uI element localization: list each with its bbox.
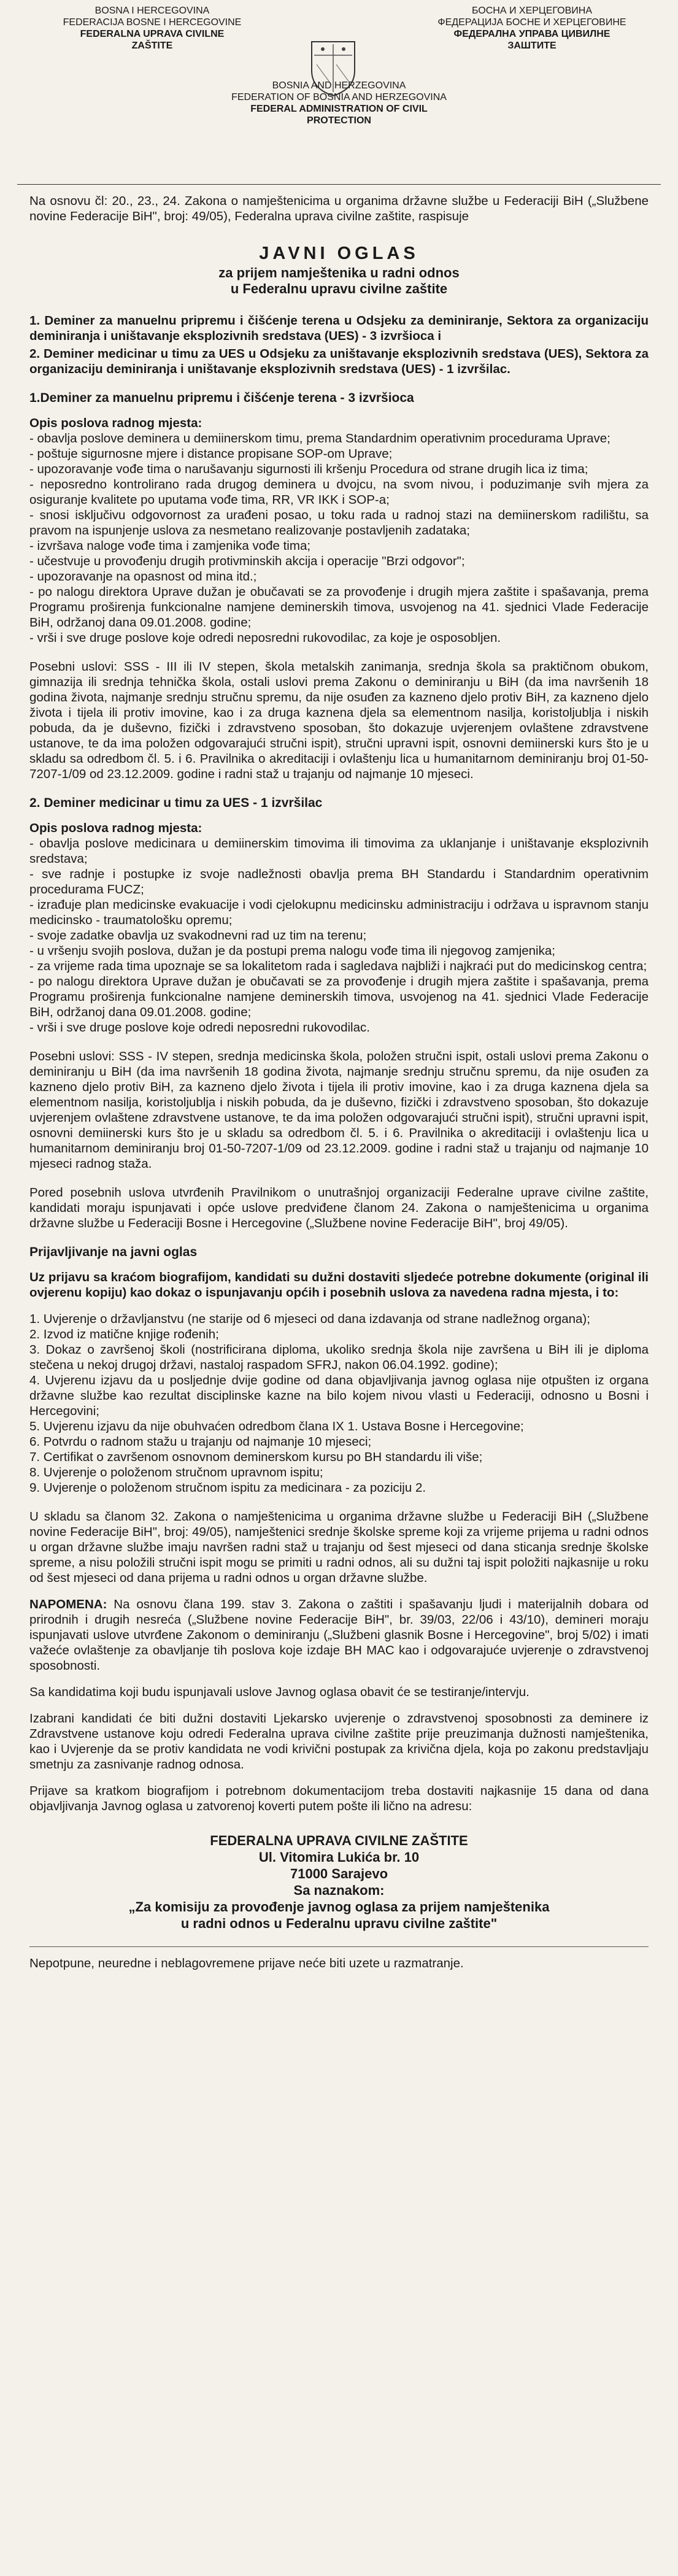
duty-item: - po nalogu direktora Uprave dužan je obučavati se za provođenje i drugih mjera zaštite i spašavanja, prema Programu proširenja funkcionalne namjene deminerskih timova, usvojenog na 41. sjednici Vlade Federacije BiH, održanoj dana 09.01.2008. godine;: [29, 585, 649, 630]
note-paragraph: [29, 1597, 649, 1673]
header-line: BOSNIA AND HERZEGOVINA: [272, 80, 406, 91]
duty-item: - vrši i sve druge poslove koje odredi neposredni rukovodilac.: [29, 1020, 370, 1035]
footer-note: Nepotpune, neuredne i neblagovremene prijave neće biti uzete u razmatranje.: [29, 1946, 649, 1971]
document-item: 8. Uvjerenje o položenom stručnom upravnom ispitu;: [29, 1465, 323, 1479]
header-line: ФЕДЕРАЛНА УПРАВА ЦИВИЛНЕ: [453, 29, 611, 39]
duty-item: - snosi isključivu odgovornost za urađeni posao, u toku rada u radnoj stazi na demiinerskom radilištu, sa pravom na ispunjenje uslova za nesmetano realizovanje postavljenih zadataka;: [29, 508, 649, 538]
subtitle-line: u Federalnu upravu civilne zaštite: [230, 281, 448, 296]
position-item: 1. Deminer za manuelnu pripremu i čišćenje terena u Odsjeku za deminiranje, Sektora za organizaciju deminiranja i uništavanje eksplozivnih sredstava (UES) - 3 izvršioca i: [29, 314, 649, 343]
submission-address: [29, 1832, 649, 1932]
document-item: 4. Uvjerenu izjavu da u posljednje dvije godine od dana objavljivanja javnog oglasa nije otpušten iz organa državne službe kao rezultat disciplinske kazne na bilo kojem nivou vlasti u Federaciji, odnosno u Bosni i Hercegovini;: [29, 1373, 649, 1418]
announcement-subtitle: [29, 265, 649, 297]
document-item: 2. Izvod iz matične knjige rođenih;: [29, 1327, 219, 1341]
general-conditions: Pored posebnih uslova utvrđenih Pravilnikom o unutrašnjoj organizaciji Federalne uprave civilne zaštite, kandidati moraju ispunjavati i opće uslove predviđene članom 24. Zakona o namještenicima u organima državne službe u Federaciji Bosne i Hercegovine („Službene novine Federacije BiH", broj 49/05).: [29, 1186, 649, 1230]
duty-item: - neposredno kontrolirano rada drugog deminera u dvojcu, na svom nivou, i poduzimanje svih mjera za osiguranje kvalitete po uputama vođe tima, RR, VR IKK i SOP-a;: [29, 477, 649, 507]
letterhead: [17, 0, 661, 185]
duty-item: - svoje zadatke obavlja uz svakodnevni rad uz tim na terenu;: [29, 928, 367, 943]
document-item: 3. Dokaz o završenoj školi (nostrificirana diploma, ukoliko srednja škola nije završena u BiH ili je diploma stečena u nekoj drugoj državi, nastaloj raspadom SFRJ, nakon 06.04.1992. godine);: [29, 1343, 649, 1372]
letterhead-english: [17, 80, 661, 126]
document-item: 5. Uvjerenu izjavu da nije obuhvaćen odredbom člana IX 1. Ustava Bosne i Hercegovine;: [29, 1419, 524, 1433]
duty-item: - upozoravanje na opasnost od mina itd.;: [29, 569, 257, 584]
document-item: 7. Certifikat o završenom osnovnom deminerskom kursu po BH standardu ili više;: [29, 1450, 483, 1464]
address-line: Ul. Vitomira Lukića br. 10: [258, 1849, 420, 1865]
header-line: ZAŠTITE: [131, 40, 173, 51]
header-line: ФЕДЕРАЦИЈА БОСНЕ И ХЕРЦЕГОВИНЕ: [437, 17, 626, 28]
announcement-body: [17, 193, 661, 1971]
address-line: Sa naznakom:: [293, 1883, 385, 1898]
duty-item: - obavlja poslove medicinara u demiinerskim timovima ili timovima za uklanjanje i uništavanje eksplozivnih sredstava;: [29, 836, 649, 866]
header-line: БОСНА И ХЕРЦЕГОВИНА: [471, 6, 593, 16]
subtitle-line: za prijem namještenika u radni odnos: [218, 265, 460, 280]
header-line: FEDERAL ADMINISTRATION OF CIVIL: [250, 104, 428, 114]
intro-paragraph: Na osnovu čl: 20., 23., 24. Zakona o namještenicima u organima državne službe u Federaciji BiH („Službene novine Federacije BiH", broj: 49/05), Federalna uprava civilne zaštite, raspisuje: [29, 194, 649, 223]
address-line: u radni odnos u Federalnu upravu civilne zaštite": [180, 1916, 498, 1931]
header-line: ЗАШТИТЕ: [507, 40, 557, 51]
section2-conditions: Posebni uslovi: SSS - IV stepen, srednja medicinska škola, položen stručni ispit, ostali uslovi prema Zakonu o deminiranju u BiH (da ima navršenih 18 godina života, najmanje srednju stručnu spremu, da nije osuđen za kazneno djelo protiv BiH, za kazneno djelo života i tijela ili protiv imovine, kao i za druga kaznena djela sa elementnom nasilja, koristoljublja i niskih pobuda, da je duševno, fizički i zdravstveno sposoban, što dokazuje uvjerenjem ovlaštene zdravstvene ustanove, te da ima položen odgovarajući stručni ispit), stručni upravni ispit, osnovni demiinerski kurs što je u skladu sa odredbom čl. 5. i 6. Pravilnika o akreditaciji i ovlaštenju lica u humanitarnom deminiranju broj 01-50-7207-1/09 od 23.12.2009. godine i radni staž u trajanju od najmanje 10 mjeseci radnog staža.: [29, 1049, 649, 1171]
duty-item: - u vršenju svojih poslova, dužan je da postupi prema nalogu vođe tima ili njegovog zamjenika;: [29, 944, 555, 958]
duties-heading: Opis poslova radnog mjesta:: [29, 416, 202, 430]
letterhead-cyrillic: [409, 5, 655, 52]
application-heading: Prijavljivanje na javni oglas: [29, 1245, 198, 1259]
section1-heading: 1.Deminer za manuelnu pripremu i čišćenje terena - 3 izvršioca: [29, 391, 414, 405]
duty-item: - za vrijeme rada tima upoznaje se sa lokalitetom rada i sagledava najbliži i najkraći put do medicinskog centra;: [29, 959, 647, 973]
duty-item: - sve radnje i postupke iz svoje nadležnosti obavlja prema BH Standardu i Standardnim operativnim procedurama FUCZ;: [29, 867, 649, 897]
header-line: FEDERALNA UPRAVA CIVILNE: [80, 29, 225, 39]
note-label: NAPOMENA:: [29, 1597, 107, 1611]
address-line: „Za komisiju za provođenje javnog oglasa za prijem namještenika: [128, 1899, 550, 1915]
letterhead-latin: [29, 5, 275, 52]
header-line: FEDERATION OF BOSNIA AND HERZEGOVINA: [231, 92, 447, 102]
duty-item: - po nalogu direktora Uprave dužan je obučavati se za provođenje i drugih mjera zaštite i spašavanja, prema Programu proširenja funkcionalne namjene deminerskih timova, usvojenog na 41. sjednici Vlade Federacije BiH, održanoj dana 09.01.2008. godine;: [29, 974, 649, 1019]
section2-heading: 2. Deminer medicinar u timu za UES - 1 izvršilac: [29, 796, 323, 810]
duty-item: - izvršava naloge vođe tima i zamjenika vođe tima;: [29, 539, 311, 553]
position-item: 2. Deminer medicinar u timu za UES u Odsjeku za uništavanje eksplozivnih sredstava (UES), Sektora za organizaciju deminiranja i uništavanje eksplozivnih sredstava (UES) - 1 izvršilac.: [29, 347, 649, 376]
header-line: PROTECTION: [307, 115, 371, 126]
document-item: 1. Uvjerenje o državljanstvu (ne starije od 6 mjeseci od dana izdavanja od strane nadležnog organa);: [29, 1312, 590, 1326]
address-line: FEDERALNA UPRAVA CIVILNE ZAŠTITE: [210, 1833, 468, 1848]
announcement-title: JAVNI OGLAS: [259, 244, 419, 263]
selected-candidates-paragraph: Izabrani kandidati će biti dužni dostaviti Ljekarsko uvjerenje o zdravstvenoj sposobnosti za deminere iz Zdravstvene ustanove koju odredi Federalna uprava civilne zaštite prije preuzimanja dužnosti namještenika, kao i Uvjerenje da se protiv kandidata ne vodi krivični postupak za krivična djela, koja po zakonu predstavljaju smetnju za zasnivanje radnog odnosa.: [29, 1711, 649, 1772]
positions-list: [29, 313, 649, 377]
duties-heading: Opis poslova radnog mjesta:: [29, 821, 202, 835]
section2-duties: [29, 820, 649, 1035]
testing-paragraph: Sa kandidatima koji budu ispunjavali uslove Javnog oglasa obavit će se testiranje/intervju.: [29, 1685, 530, 1699]
document-page: [17, 0, 661, 2547]
section1-duties: [29, 415, 649, 646]
duty-item: - izrađuje plan medicinske evakuacije i vodi cjelokupnu medicinsku administraciju i održava u ispravnom stanju medicinsko - traumatološku opremu;: [29, 898, 649, 927]
deadline-paragraph: Prijave sa kratkom biografijom i potrebnom dokumentacijom treba dostaviti najkasnije 15 dana od dana objavljivanja Javnog oglasa u zatvorenoj koverti putem pošte ili lično na adresu:: [29, 1784, 649, 1813]
duty-item: - poštuje sigurnosne mjere i distance propisane SOP-om Uprave;: [29, 447, 393, 461]
duty-item: - učestvuje u provođenju drugih protivminskih akcija i operacije "Brzi odgovor";: [29, 554, 465, 568]
address-line: 71000 Sarajevo: [290, 1866, 388, 1881]
duty-item: - upozoravanje vođe tima o narušavanju sigurnosti ili kršenju Procedura od strane drugih lica iz tima;: [29, 462, 588, 476]
documents-list: [29, 1311, 649, 1495]
document-item: 6. Potvrdu o radnom stažu u trajanju od najmanje 10 mjeseci;: [29, 1435, 372, 1449]
header-line: BOSNA I HERCEGOVINA: [94, 6, 210, 16]
duty-item: - vrši i sve druge poslove koje odredi neposredni rukovodilac, za koje je osposobljen.: [29, 631, 501, 645]
header-line: FEDERACIJA BOSNE I HERCEGOVINE: [63, 17, 242, 28]
application-intro: Uz prijavu sa kraćom biografijom, kandidati su dužni dostaviti sljedeće potrebne dokumente (original ili ovjerenu kopiju) kao dokaz o ispunjavanju općih i posebnih uslova za navedena radna mjesta, i to:: [29, 1270, 649, 1300]
duty-item: - obavlja poslove deminera u demiinerskom timu, prema Standardnim operativnim procedurama Uprave;: [29, 431, 611, 445]
section1-conditions: Posebni uslovi: SSS - III ili IV stepen, škola metalskih zanimanja, srednja škola sa praktičnom obukom, gimnazija ili srednja tehnička škola, ostali uslovi prema Zakonu o deminiranju u BiH (da ima navršenih 18 godina života, najmanje srednju stručnu spremu, da nije osuđen za kazneno djelo protiv BiH, za kazneno djelo života i tijela ili protiv imovine, kao i za druga kaznena djela sa elementnom nasilja, koristoljublja i niskih pobuda, da je duševno, fizički i zdravstveno sposoban, što dokazuje uvjerenjem ovlaštene zdravstvene ustanove, te da ima položen odgovarajući stručni ispit), stručni upravni ispit, osnovni demiinerski kurs što je u skladu sa odredbom čl. 5. i 6. Pravilnika o akreditaciji i ovlaštenju lica u humanitarnom deminiranju broj 01-50-7207-1/09 od 23.12.2009. godine i radni staž u trajanju od najmanje 10 mjeseci.: [29, 660, 649, 781]
article-32-paragraph: U skladu sa članom 32. Zakona o namještenicima u organima državne službe u Federaciji BiH („Službene novine Federacije BiH", broj: 49/05), namještenici srednje školske spreme koji za vrijeme prijema u radni odnos u organ državne službe imaju navršen radni staž u trajanju od šest mjeseci od dana sticanja srednje školske spreme, a nisu položili stručni ispit mogu se primiti u radni odnos, ali su dužni taj ispit položiti najkasnije u roku od šest mjeseci od dana prijema u radni odnos u organ državne službe.: [29, 1510, 649, 1585]
note-text: Na osnovu člana 199. stav 3. Zakona o zaštiti i spašavanju ljudi i materijalnih dobara od prirodnih i drugih nesreća („Službene novine Federacije BiH", br. 39/03, 22/06 i 43/10), demineri moraju ispunjavati uslove utvrđene Zakonom o deminiranju („Službeni glasnik Bosne i Hercegovine", broj 5/02) i imati važeće ovlaštenje za obavljanje tih poslova koje izdaje BH MAC kao i odgovarajuće uvjerenje o zdravstvenoj sposobnosti.: [29, 1597, 649, 1673]
document-item: 9. Uvjerenje o položenom stručnom ispitu za medicinara - za poziciju 2.: [29, 1481, 426, 1495]
